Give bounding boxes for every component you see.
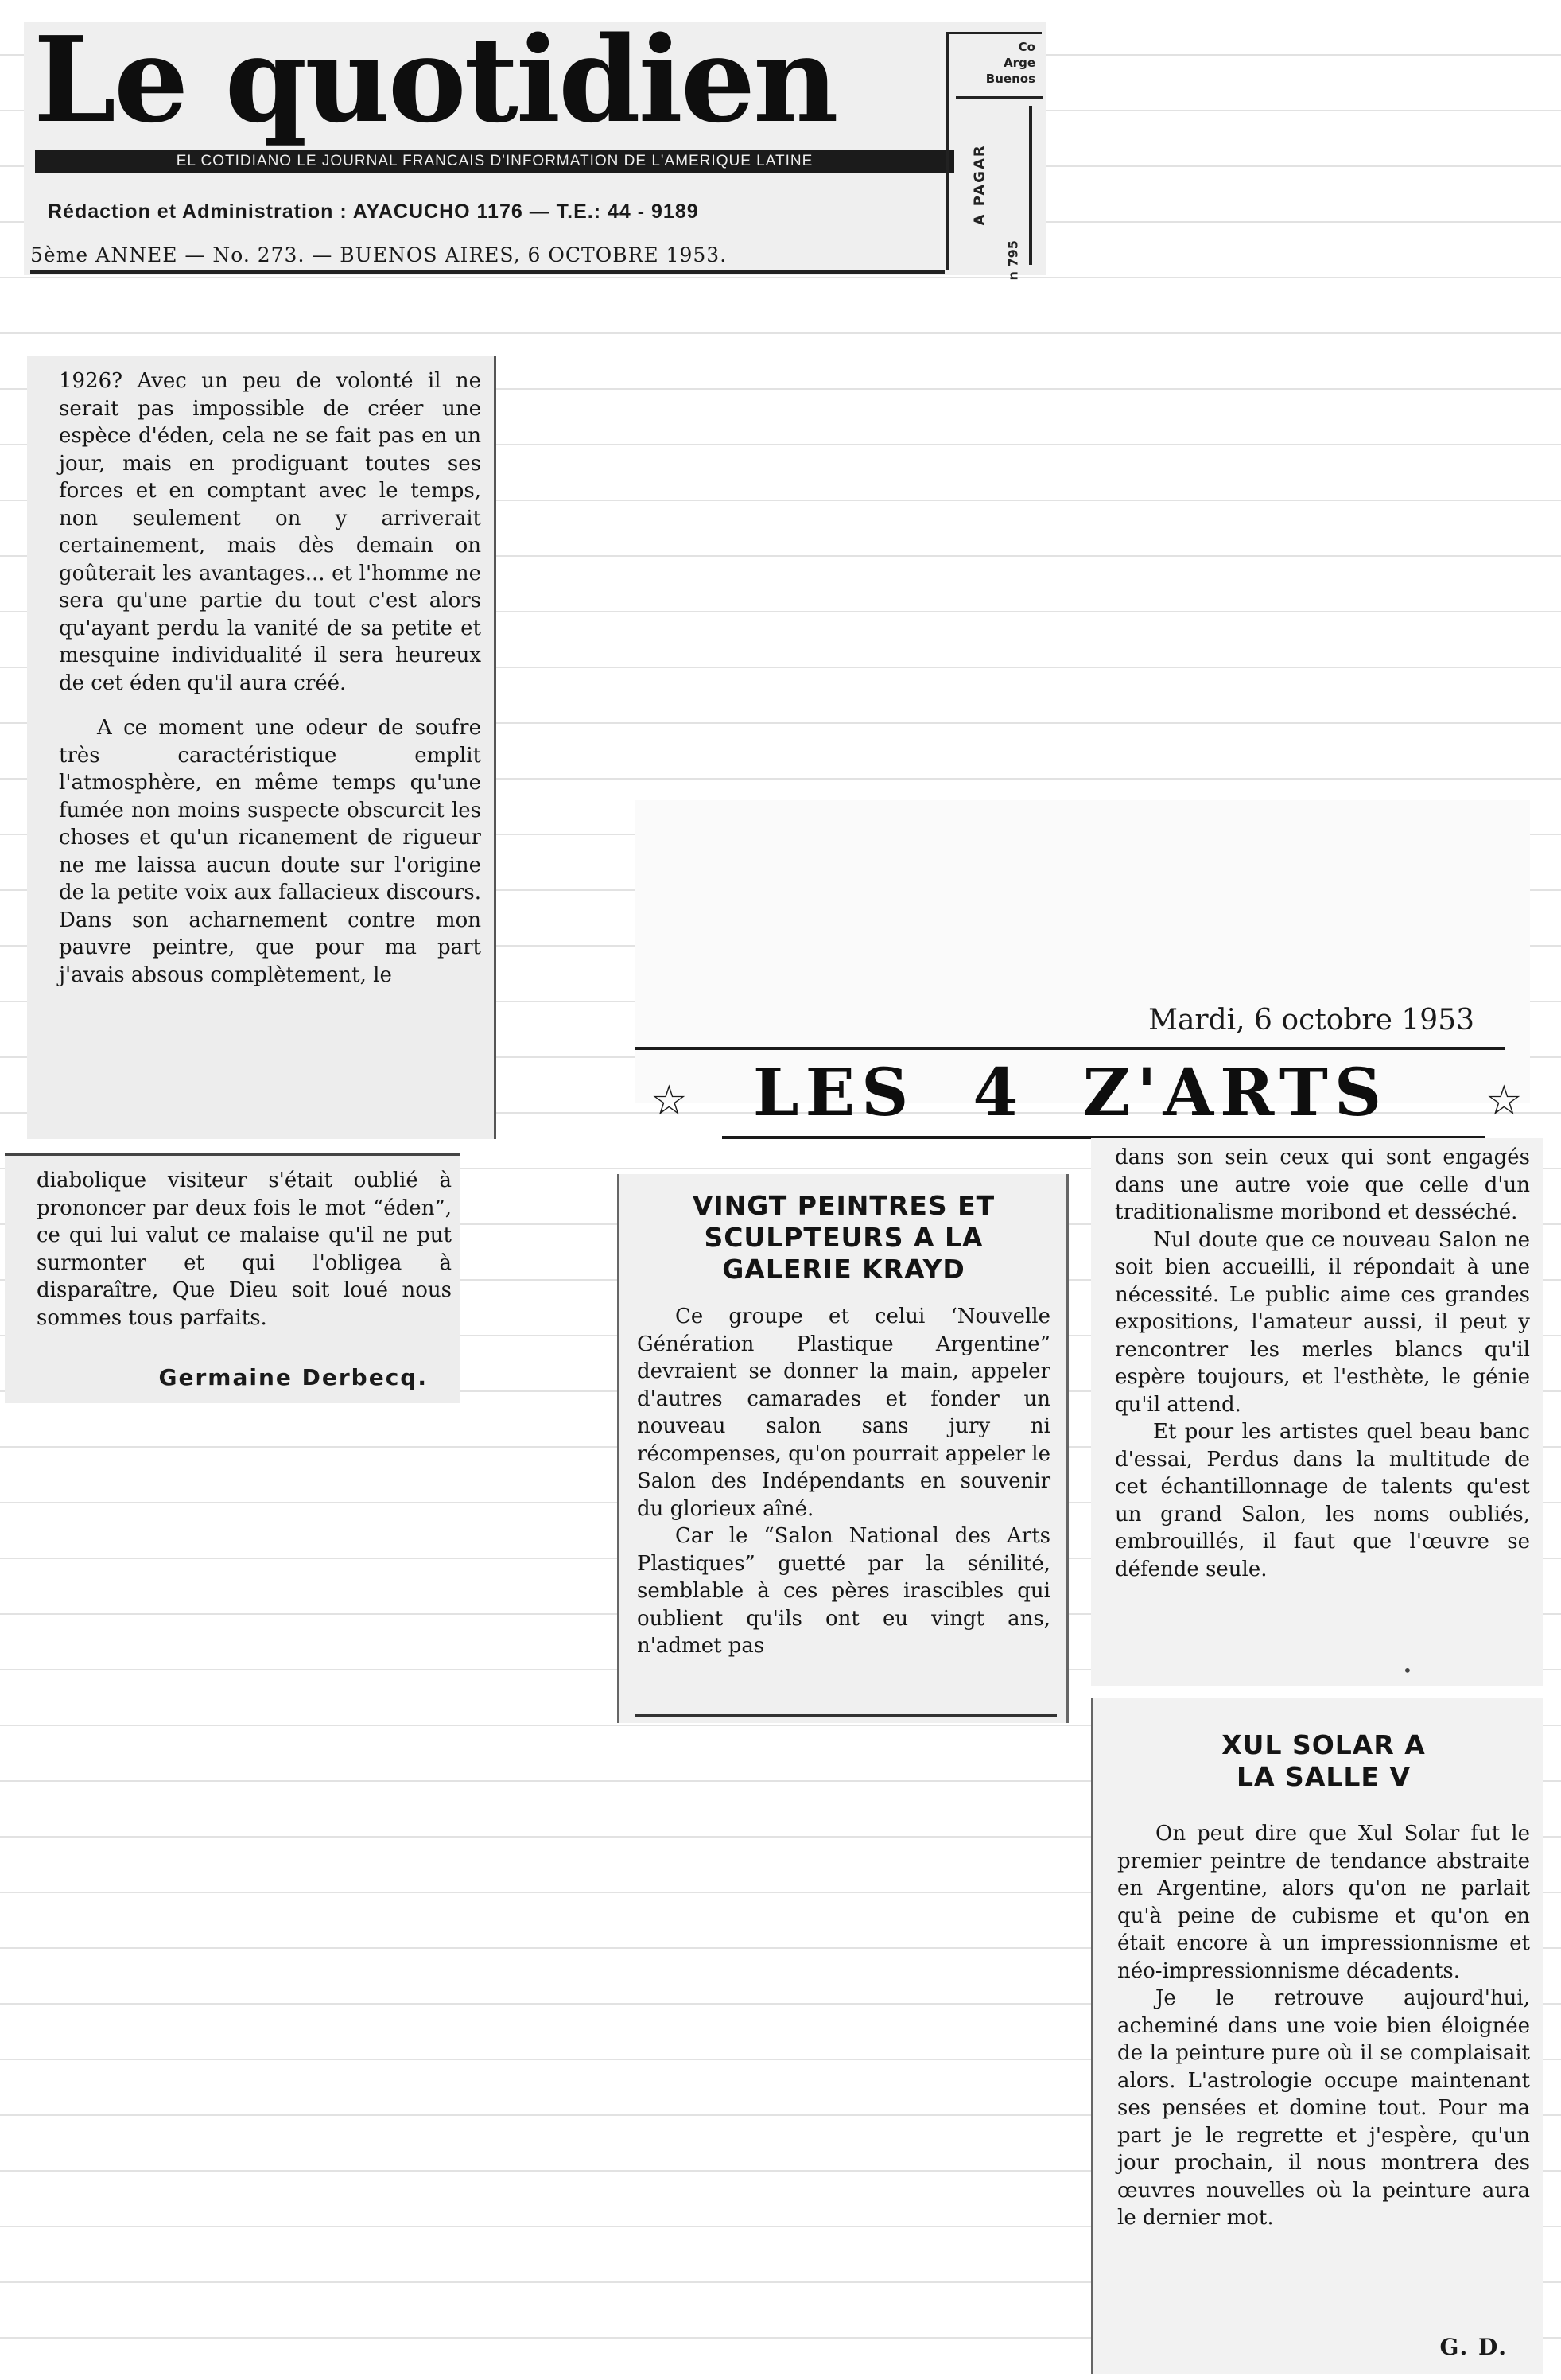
article-vingt-peintres xyxy=(617,1174,1069,1723)
masthead-title: Le quotidien xyxy=(33,10,837,149)
stamp-number: n 795 xyxy=(1005,240,1021,281)
article-vingt-paragraph: Car le “Salon National des Arts Plastiques” guetté par la sénilité, semblable à ces pères irascibles qui oublient qu'ils ont eu vingt ans, n'admet pas xyxy=(637,1524,1050,1658)
signature-germaine-derbecq: Germaine Derbecq. xyxy=(158,1364,428,1390)
masthead-tagline: EL COTIDIANO LE JOURNAL FRANCAIS D'INFORMATION DE L'AMERIQUE LATINE xyxy=(176,153,814,169)
article-xul-headline: XUL SOLAR A LA SALLE V xyxy=(1221,1729,1426,1792)
clipping-1-paragraph: 1926? Avec un peu de volonté il ne serait pas impossible de créer une espèce d'éden, cela ne se fait pas en un jour, mais en prodiguant toutes ses forces et en comptant avec le temps, non seulement on y arriverait certainement, mais dès demain on goûterait les avantages... et l'homme ne sera qu'une partie du tout c'est alors qu'ayant perdu la vanité de sa petite et mesquine individualité il sera heureux de cet éden qu'il aura créé. xyxy=(59,369,481,695)
clipping-column-1 xyxy=(27,356,496,1139)
clipping-1-text xyxy=(59,368,481,989)
stamp-a-pagar: A PAGAR xyxy=(971,144,988,226)
article-xul-text xyxy=(1117,1820,1530,2232)
article-vingt-headline: VINGT PEINTRES ET SCULPTEURS A LA GALERIE KRAYD xyxy=(692,1190,996,1285)
separator-dot: • xyxy=(1403,1661,1412,1680)
clipping-2-paragraph: diabolique visiteur s'était oublié à prononcer par deux fois le mot “éden”, ce qui lui valut ce malaise qu'il ne put surmonter et qui l'obligea à disparaître, Que Dieu soit loué nous sommes tous parfaits. xyxy=(37,1169,452,1330)
masthead-address: Rédaction et Administration : AYACUCHO 1176 — T.E.: 44 - 9189 xyxy=(48,200,699,223)
arts-page-date: Mardi, 6 octobre 1953 xyxy=(1148,1004,1474,1036)
clipping-1-paragraph: A ce moment une odeur de soufre très caractéristique emplit l'atmosphère, en même temps qu'une fumée non moins suspecte obscurcit les choses et qu'un ricanement de rigueur ne me laissa aucun doute sur l'origine de la petite voix aux fallacieux discours. Dans son acharnement contre mon pauvre peintre, que pour ma part j'avais absous complètement, le xyxy=(59,716,481,987)
signature-gd: G. D. xyxy=(1439,2334,1508,2360)
clipping-2-text xyxy=(37,1167,452,1332)
star-icon-right: ☆ xyxy=(1485,1077,1523,1125)
article-xul-paragraph: On peut dire que Xul Solar fut le premier peintre de tendance abstraite en Argentine, alors qu'on ne parlait qu'à peine de cubisme et qu'on en était encore à un impressionnisme et néo-impressionnisme décadents. xyxy=(1117,1822,1530,1983)
article-continued-paragraph: Nul doute que ce nouveau Salon ne soit bien accueilli, il répondait à une nécessité. Le public aime ces grandes expositions, l'amateur aussi, il peut y rencontrer les merles blancs qu'il espère toujours, et l'esthète, le génie qu'il attend. xyxy=(1115,1227,1530,1417)
article-xul-solar xyxy=(1091,1698,1543,2374)
masthead-tagline-bar xyxy=(35,150,954,173)
article-vingt-text xyxy=(637,1303,1050,1660)
article-continued-text xyxy=(1115,1144,1530,1583)
article-xul-paragraph: Je le retrouve aujourd'hui, acheminé dans une voie bien éloignée de la peinture pure où il se complaisait alors. L'astrologie occupe maintenant ses pensées et domine tout. Pour ma part je le regrette et j'espère, qu'un jour prochain, il nous montrera des œuvres nouvelles où la peinture aura le dernier mot. xyxy=(1117,1986,1530,2230)
article-continued xyxy=(1091,1138,1543,1686)
clipping-column-2 xyxy=(5,1153,460,1403)
star-icon-left: ☆ xyxy=(650,1077,688,1125)
arts-page-banner: LES 4 Z'ARTS xyxy=(752,1055,1388,1131)
arts-page-header xyxy=(635,800,1530,1131)
masthead-issue-line: 5ème ANNEE — No. 273. — BUENOS AIRES, 6 OCTOBRE 1953. xyxy=(30,243,728,266)
article-vingt-paragraph: Ce groupe et celui ‘Nouvelle Génération Plastique Argentine” devraient se donner la main, appeler d'autres camarades et fonder un nouveau salon sans jury ni récompenses, qu'on pourrait appeler le Salon des Indépendants en souvenir du glorieux aîné. xyxy=(637,1305,1050,1521)
article-continued-paragraph: dans son sein ceux qui sont engagés dans une autre voie que celle d'un traditionalisme moribond et desséché. xyxy=(1115,1145,1530,1224)
postage-stamp-box xyxy=(946,32,1042,281)
stamp-top-text: Co Arge Buenos xyxy=(985,40,1035,86)
masthead-clipping xyxy=(24,10,1046,281)
masthead-rule xyxy=(30,270,945,274)
article-continued-paragraph: Et pour les artistes quel beau banc d'essai, Perdus dans la multitude de cet échantillonnage de talents qu'est un grand Salon, les noms oubliés, embrouillés, il faut que l'œuvre se défende seule. xyxy=(1115,1420,1530,1581)
